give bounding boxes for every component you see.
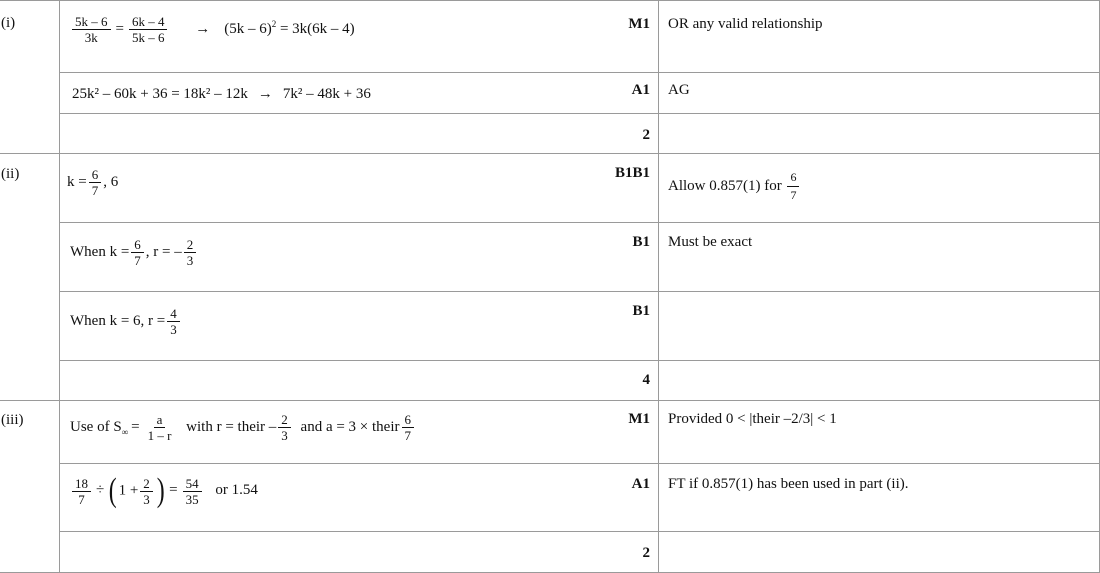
guidance-text: OR any valid relationship	[668, 16, 823, 32]
guidance-text: AG	[668, 82, 690, 98]
guidance-text: Allow 0.857(1) for $\frac{6}{7}$	[668, 170, 801, 203]
row-divider	[59, 72, 1100, 73]
mark-label: A1	[631, 476, 650, 492]
answer-cell: $\frac{18}{7}$ ÷ ( 1 + $\frac{2}{3}$ ) = $\frac{54}{35}$ or 1.54	[70, 474, 258, 508]
fraction: $\frac{54}{35}$	[183, 477, 202, 506]
answer-cell: 25k² – 60k + 36 = 18k² – 12k → 7k² – 48k + 36	[72, 86, 371, 102]
row-divider	[59, 463, 1100, 464]
answer-cell: k = $\frac{6}{7}$ , 6	[67, 167, 119, 198]
fraction: $\frac{6k - 4}{5k - 6}$	[129, 15, 168, 44]
guidance-text: Provided 0 < |their –2/3| < 1	[668, 411, 837, 427]
fraction: $\frac{6}{7}$	[131, 238, 144, 267]
fraction: $\frac{5k - 6}{3k}$	[72, 15, 111, 44]
guidance-text: Must be exact	[668, 234, 753, 250]
part-label: (iii)	[1, 412, 24, 428]
total-mark: 2	[642, 127, 650, 143]
part-label: (ii)	[1, 166, 20, 182]
fraction: $\frac{6}{7}$	[787, 170, 799, 203]
part-label: (i)	[1, 15, 16, 31]
row-divider	[59, 360, 1100, 361]
fraction: $\frac{6}{7}$	[89, 168, 102, 197]
fraction: $\frac{4}{3}$	[167, 307, 180, 336]
guidance-text: FT if 0.857(1) has been used in part (ii).	[668, 476, 909, 492]
mark-label: M1	[628, 16, 650, 32]
mark-label: B1	[632, 303, 650, 319]
column-divider	[658, 0, 659, 573]
mark-label: M1	[628, 411, 650, 427]
fraction: $\frac{2}{3}$	[140, 477, 153, 506]
mark-label: B1	[632, 234, 650, 250]
total-mark: 2	[642, 545, 650, 561]
fraction: $\frac{2}{3}$	[278, 413, 291, 442]
column-divider	[59, 0, 60, 573]
fraction: $\frac{2}{3}$	[184, 238, 197, 267]
answer-cell: $\frac{5k - 6}{3k}$ = $\frac{6k - 4}{5k - 6}$ → (5k – 6)$^2$ = 3k(6k – 4)	[70, 15, 355, 44]
answer-cell: Use of $S_\infty$ = $\frac{a}{1 - r}$ with r = their – $\frac{2}{3}$ and a = 3 × their $\frac{6}{7}$	[70, 413, 416, 442]
row-divider	[59, 222, 1100, 223]
row-divider	[0, 400, 1100, 401]
row-divider	[0, 0, 1100, 1]
row-divider	[59, 531, 1100, 532]
mark-label: A1	[631, 82, 650, 98]
fraction: $\frac{18}{7}$	[72, 477, 91, 506]
fraction: $\frac{6}{7}$	[402, 413, 415, 442]
fraction: $\frac{a}{1 - r}$	[147, 412, 172, 443]
answer-cell: When k = $\frac{6}{7}$ , r = – $\frac{2}{3}$	[70, 238, 198, 267]
row-divider	[0, 153, 1100, 154]
row-divider	[59, 291, 1100, 292]
total-mark: 4	[642, 372, 650, 388]
answer-cell: When k = 6, r = $\frac{4}{3}$	[70, 307, 182, 336]
row-divider	[59, 113, 1100, 114]
mark-label: B1B1	[614, 165, 650, 181]
